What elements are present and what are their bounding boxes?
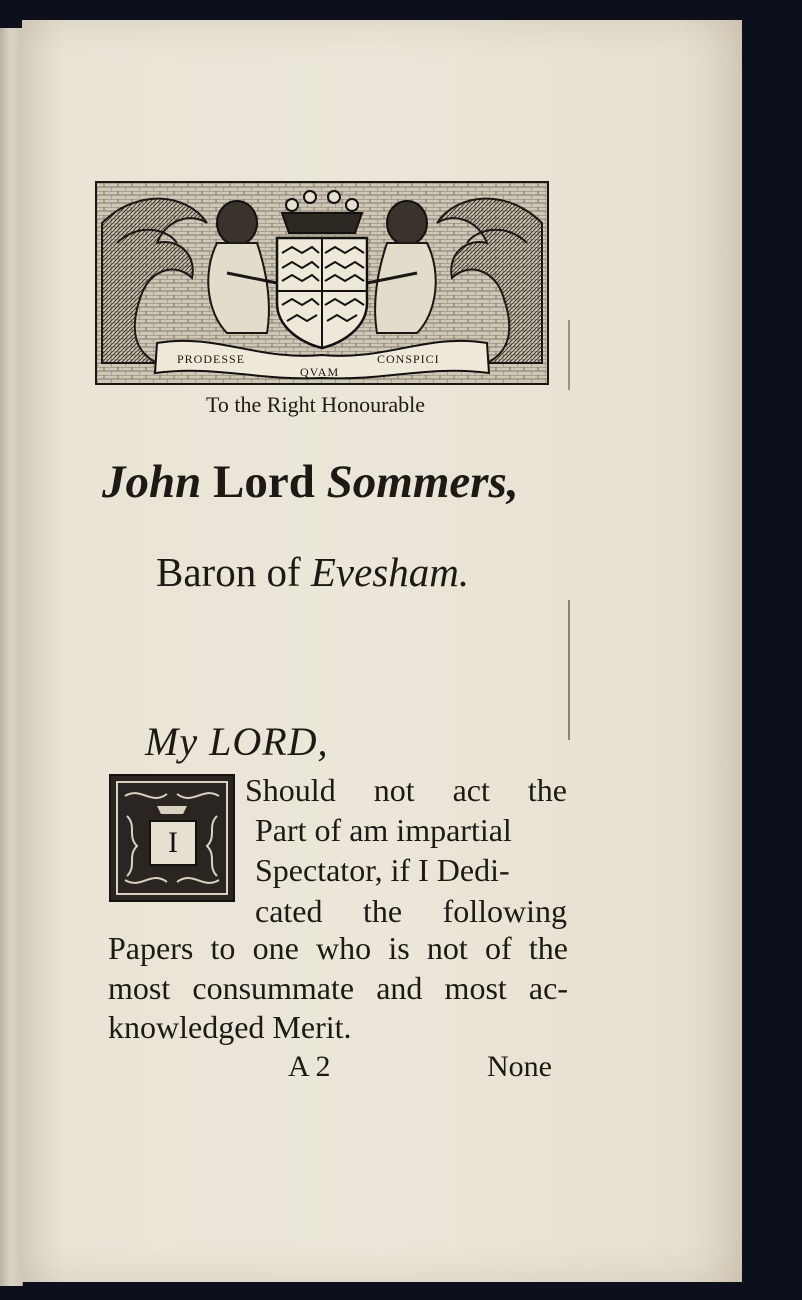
- word: who: [316, 930, 372, 966]
- motto-center: QVAM: [300, 365, 340, 379]
- word: Papers: [108, 930, 194, 966]
- word: act: [452, 772, 490, 808]
- word: cated: [255, 893, 323, 929]
- word: most: [108, 970, 171, 1006]
- word: Should: [245, 772, 336, 808]
- body-line-4: [255, 893, 567, 930]
- word: the: [527, 772, 567, 808]
- word: not: [426, 930, 468, 966]
- catchword: None: [487, 1050, 552, 1083]
- word: of: [484, 930, 512, 966]
- word: is: [388, 930, 410, 966]
- word: most: [444, 970, 507, 1006]
- motto-right: CONSPICI: [377, 352, 440, 366]
- margin-mark: [568, 600, 570, 740]
- word: the: [528, 930, 568, 966]
- word: one: [252, 930, 299, 966]
- dedication-to-line: To the Right Honourable: [206, 392, 426, 417]
- drop-cap-letter: I: [149, 820, 197, 866]
- body-line-1: [245, 772, 567, 809]
- word: and: [376, 970, 423, 1006]
- body-line-2: Part of am impartial: [255, 812, 512, 848]
- signature-mark: A 2: [288, 1050, 331, 1083]
- coat-of-arms-engraving: [95, 181, 549, 385]
- word: consummate: [192, 970, 355, 1006]
- body-line-5: [108, 930, 568, 967]
- word: the: [362, 893, 403, 929]
- margin-mark: [568, 320, 570, 390]
- baron-place: Evesham.: [310, 549, 470, 595]
- baron-text: Baron of: [156, 549, 301, 595]
- left-page-edge: [0, 28, 23, 1286]
- word: following: [442, 893, 567, 929]
- ornamental-drop-cap: [109, 774, 235, 902]
- word: to: [210, 930, 236, 966]
- baron-line: [156, 548, 469, 596]
- name-first: John: [102, 456, 202, 508]
- dedicatee-name: [102, 455, 519, 509]
- salutation: My LORD,: [145, 719, 329, 764]
- word: ac-: [528, 970, 568, 1006]
- body-line-7: knowledged Merit.: [108, 1009, 352, 1045]
- body-line-6: [108, 970, 568, 1007]
- name-title: Lord: [213, 456, 315, 508]
- motto-left: PRODESSE: [177, 352, 246, 366]
- name-surname: Sommers,: [326, 456, 519, 508]
- body-line-3: Spectator, if I Dedi-: [255, 852, 510, 888]
- word: not: [373, 772, 415, 808]
